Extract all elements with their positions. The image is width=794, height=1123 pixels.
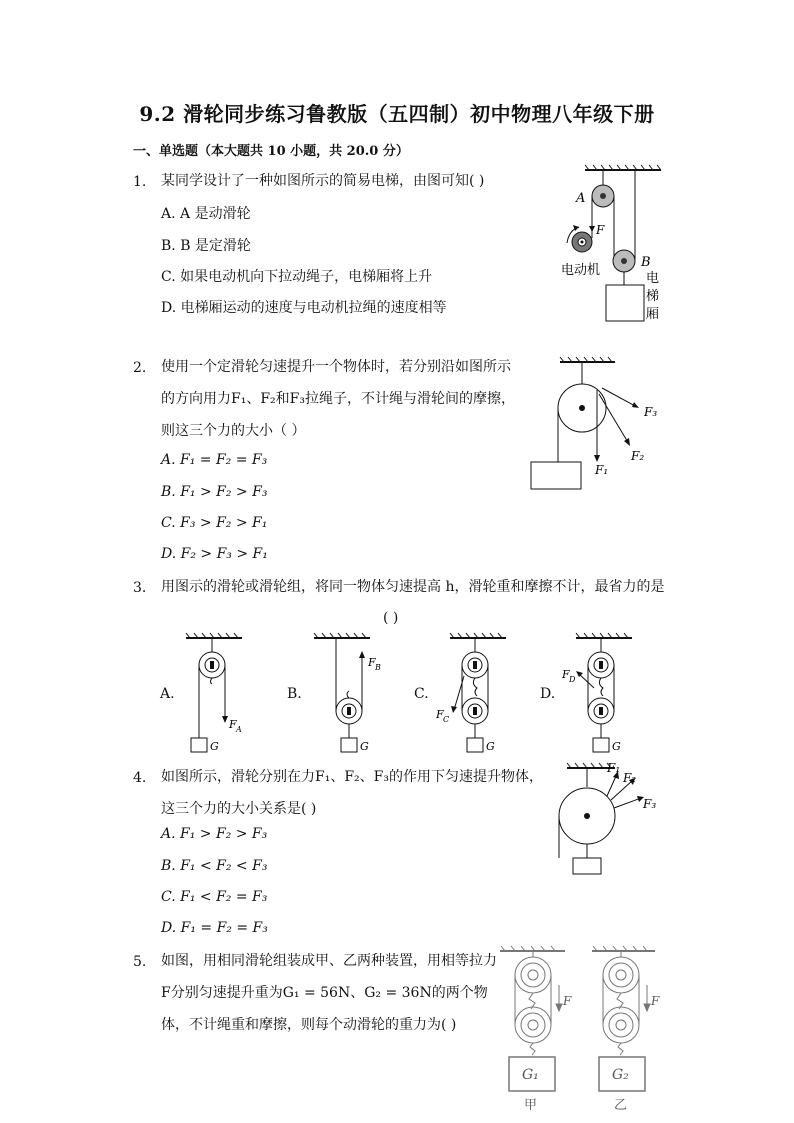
q3a-label-g: G xyxy=(210,740,219,753)
q3d-label-f-sub: D xyxy=(569,675,576,684)
q5-label-jia: 甲 xyxy=(524,1098,538,1113)
q4-label-f1: F₁ xyxy=(607,761,621,775)
q4-label-f3: F₃ xyxy=(643,797,657,811)
q1-label-car-1: 电 xyxy=(646,271,660,286)
q1-option-d[interactable]: D. 电梯厢运动的速度与电动机拉绳的速度相等 xyxy=(161,300,447,316)
q2-number: 2. xyxy=(133,360,147,376)
q2-option-a[interactable]: A. F₁ = F₂ = F₃ xyxy=(161,452,268,468)
q1-option-b[interactable]: B. B 是定滑轮 xyxy=(161,238,251,254)
q3-figure-c xyxy=(432,628,512,756)
q3-option-c[interactable]: C. xyxy=(414,686,429,702)
q2-pulley-figure xyxy=(525,352,675,492)
q3-figure-a xyxy=(182,628,252,756)
q3-option-d[interactable]: D. xyxy=(540,686,556,702)
q1-option-a[interactable]: A. A 是动滑轮 xyxy=(161,206,251,222)
q4-line-1: 如图所示，滑轮分别在力F₁、F₂、F₃的作用下匀速提升物体， xyxy=(161,769,543,785)
q2-line-3: 则这三个力的大小（ ） xyxy=(161,423,306,439)
q3b-label-g: G xyxy=(360,740,369,753)
q2-label-f2: F₂ xyxy=(631,449,645,463)
q3d-label-g: G xyxy=(612,740,621,753)
q4-option-b[interactable]: B. F₁ < F₂ < F₃ xyxy=(161,858,268,874)
q1-number: 1. xyxy=(133,174,147,190)
q1-label-car-2: 梯 xyxy=(646,289,660,304)
q2-line-1: 使用一个定滑轮匀速提升一个物体时，若分别沿如图所示 xyxy=(161,359,511,375)
q3-option-a[interactable]: A. xyxy=(160,686,175,702)
q3-option-b[interactable]: B. xyxy=(287,686,302,702)
q4-option-a[interactable]: A. F₁ > F₂ > F₃ xyxy=(161,826,268,842)
q3a-label-f: F xyxy=(229,718,237,731)
q5-line-3: 体，不计绳重和摩擦，则每个动滑轮的重力为( ) xyxy=(161,1017,457,1033)
q1-elevator-figure xyxy=(555,160,675,325)
q1-option-c[interactable]: C. 如果电动机向下拉动绳子，电梯厢将上升 xyxy=(161,269,433,285)
q5-label-yi: 乙 xyxy=(614,1098,628,1113)
q5-label-f-jia: F xyxy=(563,994,572,1008)
q3b-label-f-sub: B xyxy=(375,663,381,672)
q4-option-c[interactable]: C. F₁ < F₂ = F₃ xyxy=(161,889,268,905)
q2-option-c[interactable]: C. F₃ > F₂ > F₁ xyxy=(161,515,268,531)
q1-text: 某同学设计了一种如图所示的简易电梯，由图可知( ) xyxy=(161,173,485,189)
q5-label-g2: G₂ xyxy=(612,1067,629,1083)
q3-figure-b xyxy=(308,628,388,756)
q5-label-f-yi: F xyxy=(651,994,660,1008)
q4-line-2: 这三个力的大小关系是( ) xyxy=(161,801,317,817)
q5-pulley-figure xyxy=(495,945,675,1115)
q3a-label-f-sub: A xyxy=(236,725,242,734)
q3-figure-d xyxy=(558,628,638,756)
q1-label-b: B xyxy=(641,255,651,270)
q3c-label-f-sub: C xyxy=(443,715,450,724)
section-heading: 一、单选题（本大题共 10 小题，共 20.0 分） xyxy=(133,144,409,159)
q3c-label-g: G xyxy=(486,740,495,753)
q5-label-g1: G₁ xyxy=(522,1067,539,1083)
q1-label-a: A xyxy=(576,191,586,206)
q2-label-f1: F₁ xyxy=(595,463,609,477)
q2-line-2: 的方向用力F₁、F₂和F₃拉绳子，不计绳与滑轮间的摩擦， xyxy=(161,391,515,407)
q5-line-2: F分别匀速提升重为G₁ = 56N、G₂ = 36N的两个物 xyxy=(161,985,488,1001)
q3c-label-f: F xyxy=(436,708,444,721)
q4-number: 4. xyxy=(133,770,147,786)
q2-option-b[interactable]: B. F₁ > F₂ > F₃ xyxy=(161,484,268,500)
q1-label-f: F xyxy=(596,223,605,237)
q4-pulley-figure xyxy=(555,758,675,883)
q3d-label-f: F xyxy=(562,668,570,681)
q3-paren: ( ) xyxy=(383,610,399,626)
q3-number: 3. xyxy=(133,580,147,596)
page-title: 9.2 滑轮同步练习鲁教版（五四制）初中物理八年级下册 xyxy=(139,102,655,126)
q3b-label-f: F xyxy=(368,656,376,669)
q2-option-d[interactable]: D. F₂ > F₃ > F₁ xyxy=(161,546,268,562)
q2-label-f3: F₃ xyxy=(644,405,658,419)
q4-label-f2: F₂ xyxy=(623,771,637,785)
q3-text: 用图示的滑轮或滑轮组，将同一物体匀速提高 h，滑轮重和摩擦不计，最省力的是 xyxy=(161,579,665,595)
q5-number: 5. xyxy=(133,954,147,970)
q5-line-1: 如图，用相同滑轮组装成甲、乙两种装置，用相等拉力 xyxy=(161,953,497,969)
q1-label-motor: 电动机 xyxy=(561,263,601,278)
q4-option-d[interactable]: D. F₁ = F₂ = F₃ xyxy=(161,920,268,936)
q1-label-car-3: 厢 xyxy=(646,307,660,322)
